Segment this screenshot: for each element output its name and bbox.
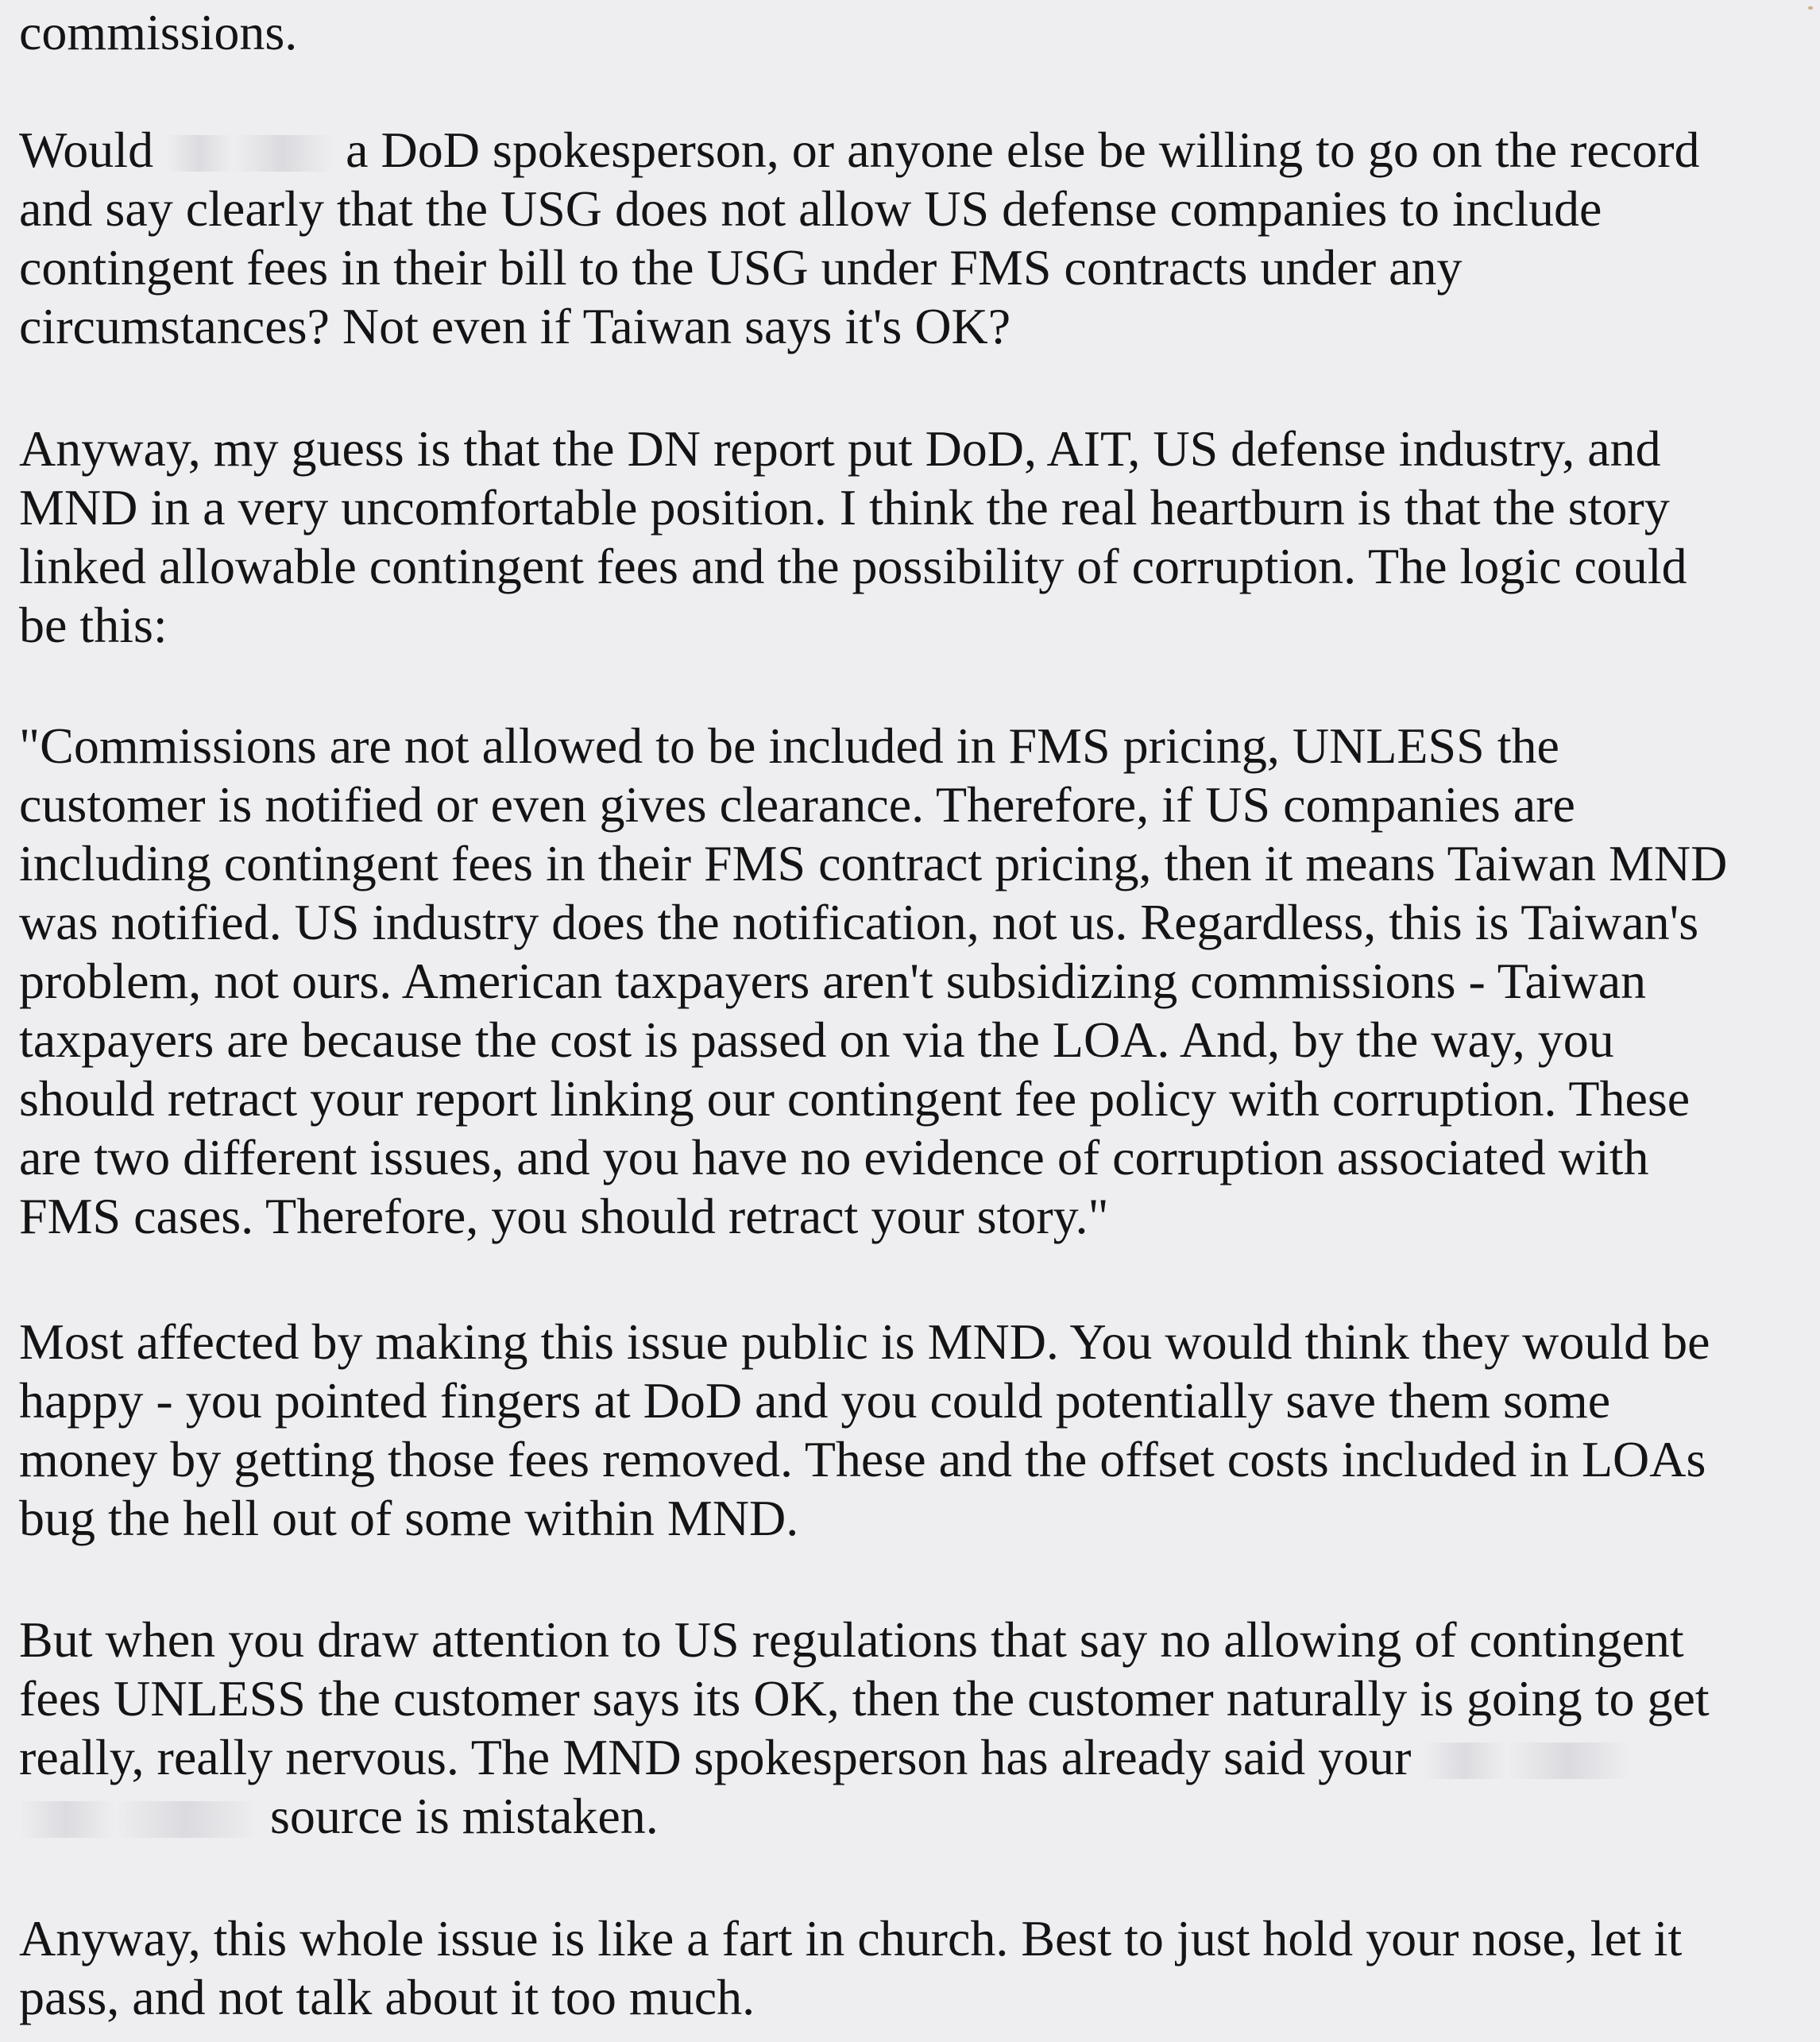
text-line: fees UNLESS the customer says its OK, then the customer naturally is going to get bbox=[19, 1670, 1710, 1727]
text-line: including contingent fees in their FMS contract pricing, then it means Taiwan MND bbox=[19, 835, 1728, 891]
text-line: money by getting those fees removed. These and the offset costs included in LOAs bbox=[19, 1431, 1706, 1487]
lead-word: Would bbox=[19, 122, 154, 178]
paragraph-would-dod-spokesperson bbox=[19, 121, 1806, 356]
text-line: taxpayers are because the cost is passed on via the LOA. And, by the way, you bbox=[19, 1011, 1614, 1068]
paragraph-quoted-logic bbox=[19, 717, 1806, 1246]
text-line: pass, and not talk about it too much. bbox=[19, 1969, 755, 2025]
text-line: Most affected by making this issue public is MND. You would think they would be bbox=[19, 1313, 1710, 1370]
text-line: FMS cases. Therefore, you should retract your story." bbox=[19, 1188, 1109, 1244]
text-line: But when you draw attention to US regulations that say no allowing of contingent bbox=[19, 1611, 1684, 1668]
text-line: and say clearly that the USG does not allow US defense companies to include bbox=[19, 180, 1602, 237]
line-text: source is mistaken. bbox=[270, 1788, 659, 1844]
paragraph-commissions bbox=[19, 3, 1806, 62]
line-text: really, really nervous. The MND spokesperson has already said your bbox=[19, 1729, 1412, 1785]
paragraph-most-affected bbox=[19, 1313, 1806, 1548]
text-line: linked allowable contingent fees and the possibility of corruption. The logic could bbox=[19, 538, 1687, 594]
text-line: Anyway, this whole issue is like a fart in church. Best to just hold your nose, let it bbox=[19, 1910, 1683, 1967]
text-line: "Commissions are not allowed to be included in FMS pricing, UNLESS the bbox=[19, 717, 1559, 774]
text-line: should retract your report linking our contingent fee policy with corruption. These bbox=[19, 1070, 1691, 1127]
text-line: MND in a very uncomfortable position. I think the real heartburn is that the story bbox=[19, 479, 1670, 536]
text-line: happy - you pointed fingers at DoD and you could potentially save them some bbox=[19, 1372, 1611, 1429]
scan-speck bbox=[1808, 6, 1813, 10]
text-line: are two different issues, and you have no evidence of corruption associated with bbox=[19, 1129, 1649, 1185]
redaction-mark bbox=[1424, 1742, 1630, 1779]
text-line: be this: bbox=[19, 597, 168, 653]
text-line: bug the hell out of some within MND. bbox=[19, 1490, 799, 1546]
redaction-mark bbox=[19, 1801, 257, 1838]
text-line: problem, not ours. American taxpayers aren't subsidizing commissions - Taiwan bbox=[19, 953, 1647, 1009]
text-line bbox=[19, 121, 1806, 180]
paragraph-dn-report bbox=[19, 420, 1806, 655]
paragraph-us-regulations bbox=[19, 1611, 1806, 1846]
text-line: contingent fees in their bill to the USG under FMS contracts under any bbox=[19, 239, 1463, 296]
text-line: customer is notified or even gives clearance. Therefore, if US companies are bbox=[19, 776, 1575, 833]
text-line bbox=[19, 1728, 1806, 1787]
text-line: circumstances? Not even if Taiwan says it's OK? bbox=[19, 298, 1011, 354]
text-line: commissions. bbox=[19, 4, 298, 60]
line-remainder: a DoD spokesperson, or anyone else be willing to go on the record bbox=[346, 122, 1700, 178]
text-line bbox=[19, 1787, 1806, 1846]
redaction-mark bbox=[166, 135, 333, 172]
paragraph-closing bbox=[19, 1909, 1806, 2027]
text-line: was notified. US industry does the notification, not us. Regardless, this is Taiwan's bbox=[19, 894, 1699, 950]
text-line: Anyway, my guess is that the DN report put DoD, AIT, US defense industry, and bbox=[19, 420, 1661, 477]
